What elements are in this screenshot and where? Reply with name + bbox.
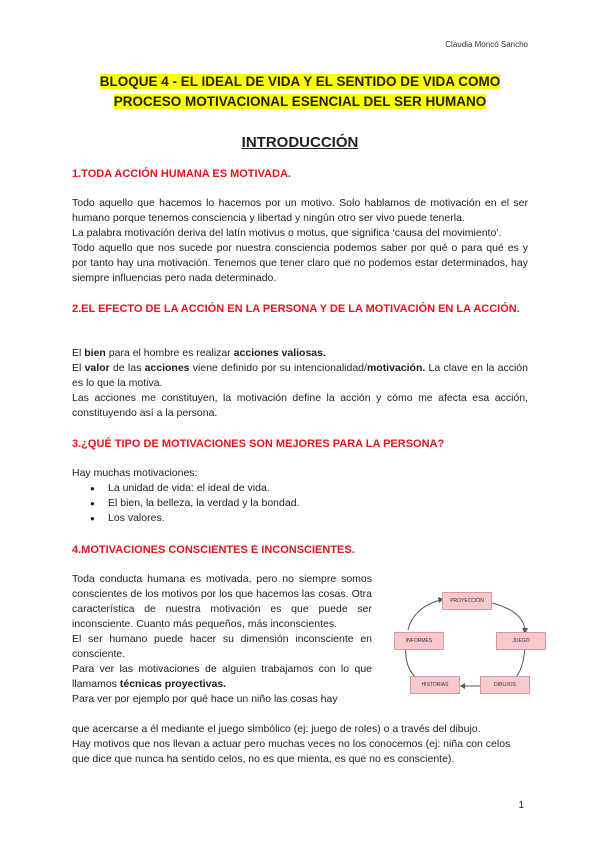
section-1-p2: La palabra motivación deriva del latín motivus o motus, que significa ‘causa del movimiento’. xyxy=(72,227,502,239)
section-3-intro: Hay muchas motivaciones: xyxy=(72,467,198,479)
list-item: ● Los valores. xyxy=(108,511,528,526)
section-4-p5: Hay motivos que nos llevan a actuar pero muchas veces no los conocemos (ej: niña con celos que dice que nunca ha sentido celos, no es que mienta, es que no es consciente). xyxy=(72,738,511,765)
projective-techniques-cycle-diagram xyxy=(388,580,543,700)
section-4-p1: Toda conducta humana es motivada, pero no siempre somos conscientes de los motivos por los que hacemos las cosas. Otra característica de nuestra motivación es que puede ser inconsciente. Cuanto más pequeños, más inconscientes. xyxy=(72,573,372,630)
section-4-p4a: Para ver por ejemplo por qué hace un niño las cosas hay xyxy=(72,693,338,705)
section-4-left-column xyxy=(72,572,372,707)
document-title xyxy=(60,72,540,112)
author-name: Claudia Moncó Sancho xyxy=(445,40,528,49)
arrow-top-to-right xyxy=(488,602,525,630)
section-1-p3: Todo aquello que nos sucede por nuestra consciencia podemos saber por qué o para qué es y por tanto hay una motivación. Tenemos que tener claro que no podemos estar determinados, hay siempre influencias pero nada determinado. xyxy=(72,242,528,284)
section-1-body xyxy=(72,196,528,286)
cycle-node-historias: HISTORIAS xyxy=(410,676,460,694)
cycle-node-juego: JUEGO xyxy=(496,632,546,650)
motivations-list xyxy=(72,481,528,526)
title-line-2: PROCESO MOTIVACIONAL ESENCIAL DEL SER HUMANO xyxy=(113,94,487,109)
title-line-1: BLOQUE 4 - EL IDEAL DE VIDA Y EL SENTIDO DE VIDA COMO xyxy=(99,74,501,89)
section-2-line-1: El bien para el hombre es realizar acciones valiosas. xyxy=(72,347,326,359)
section-2-body xyxy=(72,346,528,421)
section-4-p3: Para ver las motivaciones de alguien trabajamos con lo que llamamos técnicas proyectivas. xyxy=(72,663,372,690)
section-2-heading: 2.EL EFECTO DE LA ACCIÓN EN LA PERSONA Y DE LA MOTIVACIÓN EN LA ACCIÓN. xyxy=(72,303,520,315)
list-item: ● El bien, la belleza, la verdad y la bondad. xyxy=(108,496,528,511)
page-number: 1 xyxy=(518,800,524,811)
section-1-p1: Todo aquello que hacemos lo hacemos por un motivo. Solo hablamos de motivación en el ser humano porque tenemos consciencia y libertad y ningún otro ser vivo puede tenerla. xyxy=(72,197,528,224)
section-2-p3: Las acciones me constituyen, la motivación define la acción y cómo me afecta esa acción, constituyendo así a la persona. xyxy=(72,392,528,419)
section-3-heading: 3.¿QUÉ TIPO DE MOTIVACIONES SON MEJORES PARA LA PERSONA? xyxy=(72,438,445,450)
section-4-full-width xyxy=(72,722,528,767)
arrow-left-to-top xyxy=(408,600,440,630)
cycle-node-dibujos: DIBUJOS xyxy=(480,676,530,694)
section-introduction-title: INTRODUCCIÓN xyxy=(241,134,359,151)
section-4-p4b: que acercarse a él mediante el juego simbólico (ej: juego de roles) o a través del dibujo. xyxy=(72,723,481,735)
arrow-bottom-left-to-left xyxy=(406,646,416,678)
section-4-heading: 4.MOTIVACIONES CONSCIENTES E INCONSCIENTES. xyxy=(72,544,355,556)
section-4-p2: El ser humano puede hacer su dimensión inconsciente en consciente. xyxy=(72,633,372,660)
list-item: ● La unidad de vida: el ideal de vida. xyxy=(108,481,528,496)
cycle-node-informes: INFORMES xyxy=(394,632,444,650)
section-3-body xyxy=(72,466,528,526)
cycle-node-proyeccion: PROYECCIÓN xyxy=(442,592,492,610)
section-1-heading: 1.TODA ACCIÓN HUMANA ES MOTIVADA. xyxy=(72,168,291,180)
section-2-line-2: El valor de las acciones viene definido por su intencionalidad/motivación. La clave en la acción es lo que la motiva. xyxy=(72,362,528,389)
